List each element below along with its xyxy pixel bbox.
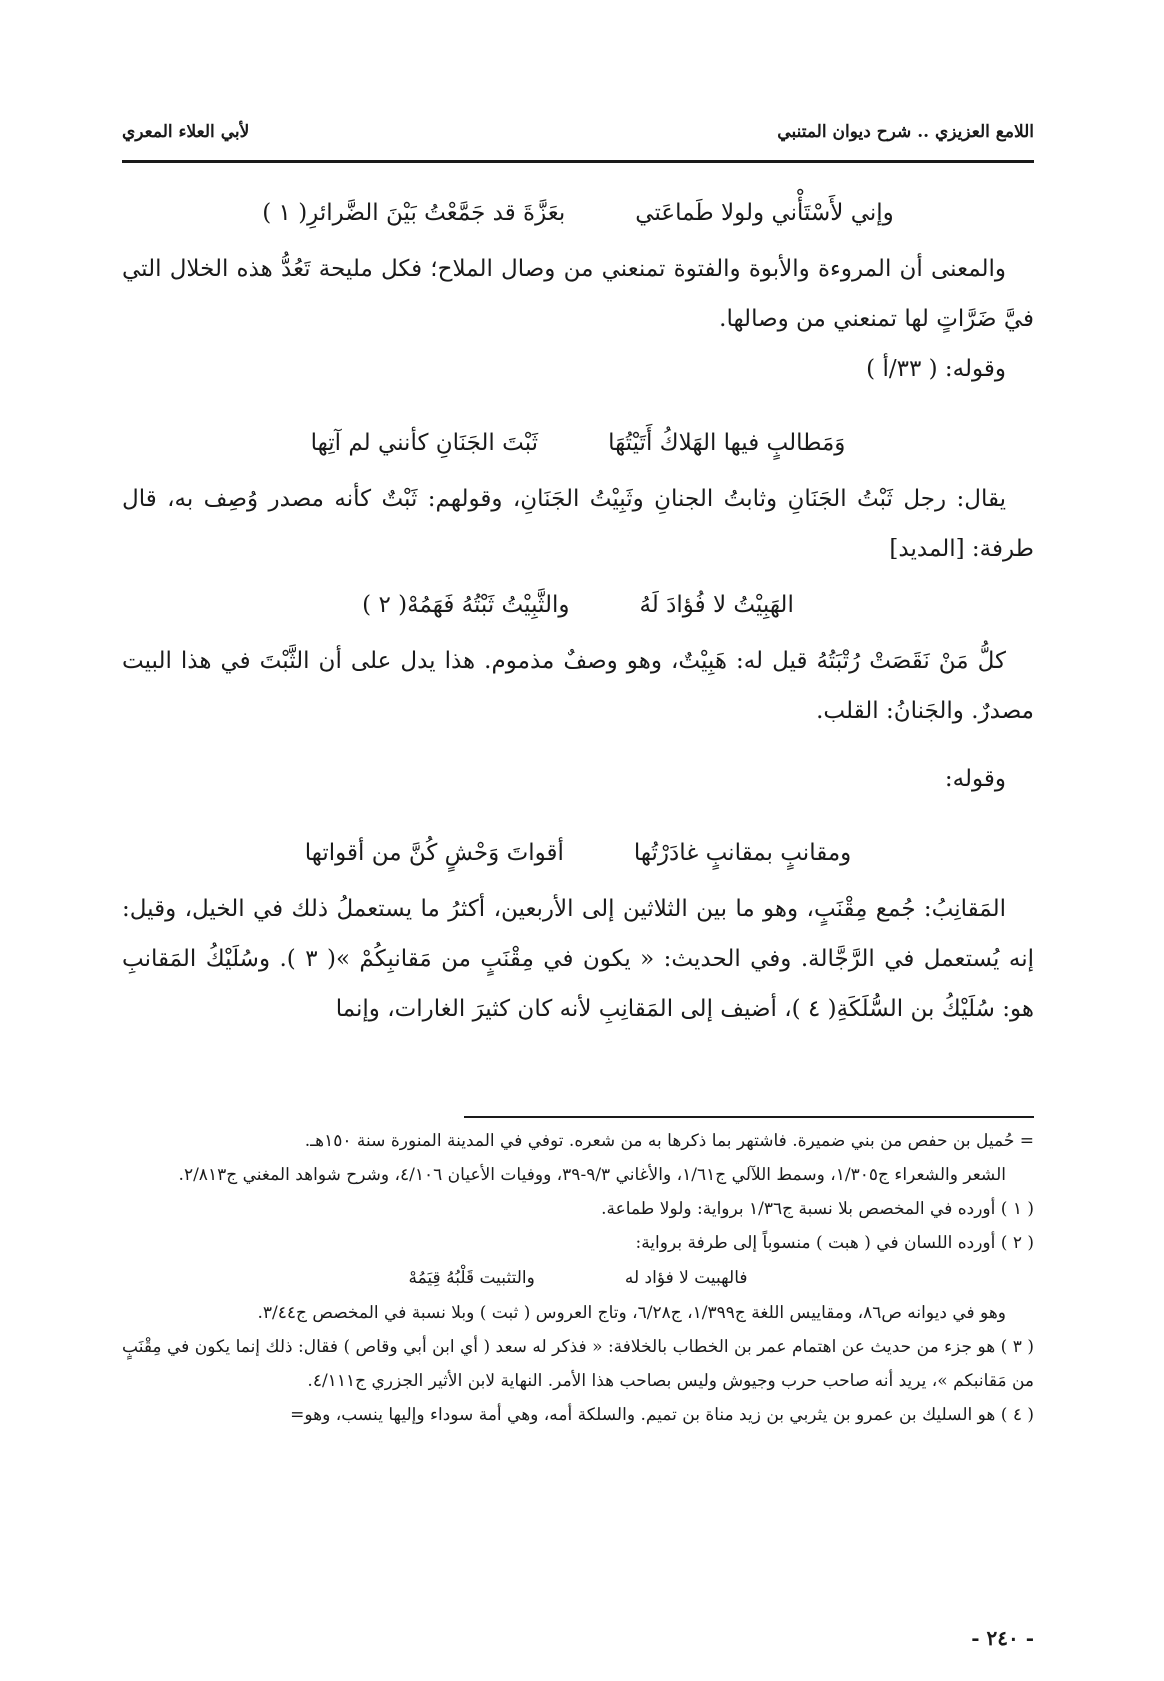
footnotes [122,1124,1034,1432]
verse-line [122,416,1034,470]
footnote-2-continuation: وهو في ديوانه ص٨٦، ومقاييس اللغة ج١/٣٩٩، ج٦/٢٨، وتاج العروس ( ثبت ) وبلا نسبة في المخصص ج٣/٤٤. [257,1303,1006,1323]
main-text [122,182,1034,1034]
verse-line [122,578,1034,632]
verse-intro: وقوله: ( ٣٣/أ ) [866,356,1006,382]
footnote-2: ( ٢ ) أورده اللسان في ( هبت ) منسوباً إلى طرفة برواية: [635,1233,1034,1253]
verse-second-hemistich: ثَبْتَ الجَنَانِ كأنني لم آتِها [310,430,539,456]
verse-first-hemistich: وَمَطالبٍ فيها الهَلاكُ أَتَيْتُهَا [608,430,846,456]
footnote-1: ( ١ ) أورده في المخصص بلا نسبة ج١/٣٦ برواية: ولولا طماعة. [601,1199,1034,1219]
footnote-verse [122,1260,1034,1296]
verse-line [122,186,1034,240]
verse-second-hemistich: والثَّبِيْتُ ثَبْتُهُ فَهَمُهْ( ٢ ) [362,592,570,618]
footnote-continuation: الشعر والشعراء ج١/٣٠٥، وسمط اللآلي ج١/٦١، والأغاني ٩/٣-٣٩، ووفيات الأعيان ٤/١٠٦، وشرح شواهد المغني ج٢/٨١٣. [178,1165,1006,1185]
header-book-title: اللامع العزيزي .. شرح ديوان المتنبي [777,122,1034,142]
footnote-3: ( ٣ ) هو جزء من حديث عن اهتمام عمر بن الخطاب بالخلافة: « فذكر له سعد ( أي ابن أبي وقاص ) فقال: ذلك إنما يكون في مِقْنَبٍ من مَقانبكم »، يريد أنه صاحب حرب وجيوش وليس بصاحب هذا الأمر. النهاية لابن الأثير الجزري ج٤/١١١. [122,1337,1034,1391]
running-header [122,122,1034,152]
header-divider [122,160,1034,163]
footnote-4: ( ٤ ) هو السليك بن عمرو بن يثربي بن زيد مناة بن تميم. والسلكة أمه، وهي أمة سوداء وإليها ينسب، وهو= [290,1405,1034,1425]
footnote-verse-second: والتثبيت قَلْبُهُ قِيَمُهْ [408,1268,535,1288]
verse-first-hemistich: ومقانبٍ بمقانبٍ غادَرْتُها [633,840,852,866]
commentary-paragraph: كلُّ مَنْ نَقَصَتْ رُتْبَتُهُ قيل له: هَبِيْتٌ، وهو وصفٌ مذموم. هذا يدل على أن الثَّبْتَ في هذا البيت مصدرٌ. والجَنانُ: القلب. [122,648,1034,724]
verse-first-hemistich: وإني لأَسْتَأْني ولولا طَماعَتي [635,200,894,226]
document-page [122,110,1034,1650]
verse-intro: وقوله: [944,766,1006,792]
commentary-paragraph: المَقانِبُ: جُمع مِقْنَبٍ، وهو ما بين الثلاثين إلى الأربعين، أكثرُ ما يستعملُ ذلك في الخيل، وقيل: إنه يُستعمل في الرَّجَّالة. وفي الحديث: « يكون في مِقْنَبٍ من مَقانبِكُمْ »( ٣ ). وسُلَيْكُ المَقانبِ هو: سُلَيْكُ بن السُّلَكَةِ( ٤ )، أضيف إلى المَقانِبِ لأنه كان كثيرَ الغارات، وإنما [122,896,1034,1022]
footnote-divider [464,1116,1034,1118]
verse-second-hemistich: أقواتَ وَحْشٍ كُنَّ من أقواتها [304,840,564,866]
page-number: - ٢٤٠ - [971,1626,1034,1650]
header-author: لأبي العلاء المعري [122,122,250,142]
commentary-paragraph: والمعنى أن المروءة والأبوة والفتوة تمنعني من وصال الملاح؛ فكل مليحة تَعُدُّ هذه الخلال التي فيَّ ضَرَّاتٍ لها تمنعني من وصالها. [122,256,1034,332]
verse-first-hemistich: الهَبِيْتُ لا فُؤادَ لَهُ [639,592,794,618]
commentary-paragraph: يقال: رجل ثَبْتُ الجَنَانِ وثابتُ الجنانِ وثَبِيْتُ الجَنَانِ، وقولهم: ثَبْتٌ كأنه مصدر وُصِف به، قال طرفة: [المديد] [122,486,1034,562]
verse-line [122,826,1034,880]
footnote-verse-first: فالهبيت لا فؤاد له [624,1268,748,1288]
verse-second-hemistich: بعَزَّةَ قد جَمَّعْتُ بَيْنَ الضَّرائرِ( ١ ) [262,200,566,226]
footnote-continuation: = حُميل بن حفص من بني ضميرة. فاشتهر بما ذكرها به من شعره. توفي في المدينة المنورة سنة ١٥٠هـ. [304,1131,1034,1151]
